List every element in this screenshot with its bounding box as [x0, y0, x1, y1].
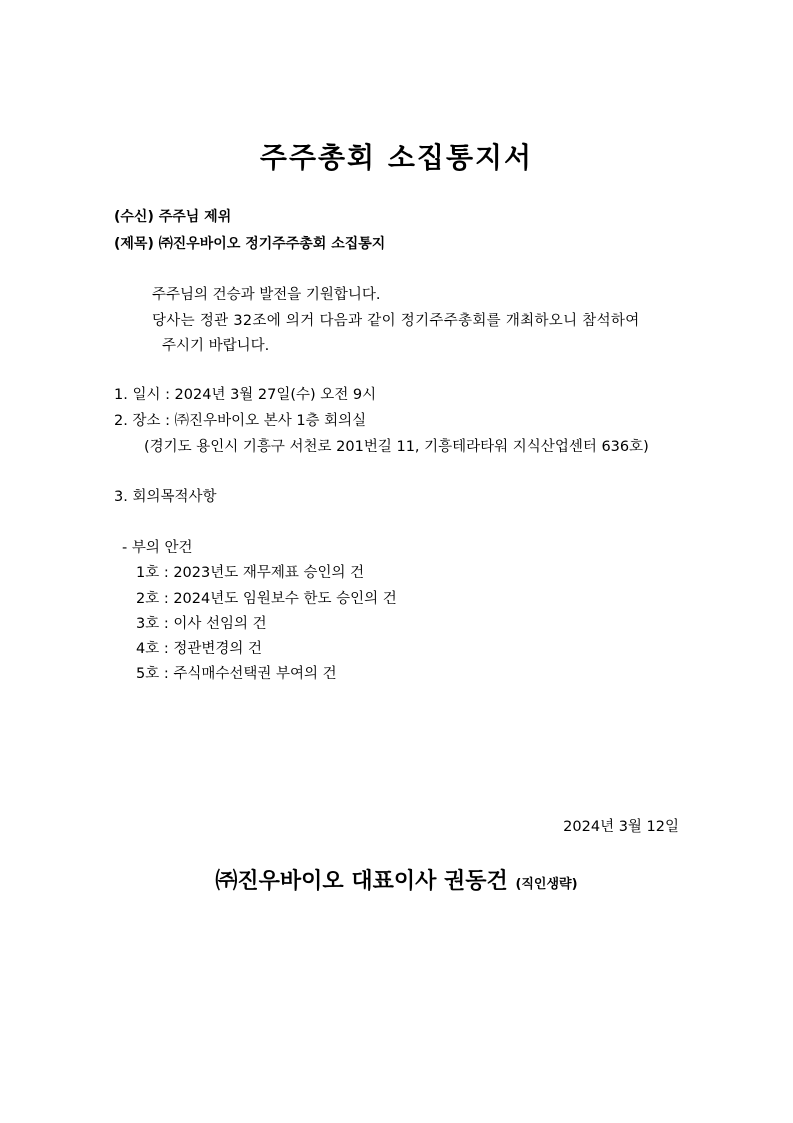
greeting-line-3: 주시기 바랍니다.	[162, 338, 270, 354]
agenda-item: 3호 : 이사 선임의 건	[136, 616, 267, 632]
document-title: 주주총회 소집통지서	[259, 141, 534, 174]
recipient-line: (수신) 주주님 제위	[114, 209, 232, 225]
agenda-item: 1호 : 2023년도 재무제표 승인의 건	[136, 565, 365, 581]
greeting-line-2: 당사는 정관 32조에 의거 다음과 같이 정기주주총회를 개최하오니 참석하여	[152, 313, 640, 329]
agenda-item: 2호 : 2024년도 임원보수 한도 승인의 건	[136, 591, 397, 607]
greeting-line-1: 주주님의 건승과 발전을 기원합니다.	[152, 287, 381, 303]
notice-date: 2024년 3월 12일	[563, 819, 679, 835]
venue-address: (경기도 용인시 기흥구 서천로 201번길 11, 기흥테라타워 지식산업센터 636호)	[144, 439, 649, 455]
meeting-venue: 2. 장소 : ㈜진우바이오 본사 1층 회의실	[114, 413, 367, 429]
company-representative: ㈜진우바이오 대표이사 권동건	[215, 869, 508, 894]
meeting-datetime: 1. 일시 : 2024년 3월 27일(수) 오전 9시	[114, 387, 377, 403]
signature-block	[0, 864, 793, 895]
subject-line: (제목) ㈜진우바이오 정기주주총회 소집통지	[114, 236, 386, 252]
purpose-heading: 3. 회의목적사항	[114, 489, 217, 505]
seal-omitted-note: (직인생략)	[515, 877, 578, 892]
agenda-item: 4호 : 정관변경의 건	[136, 641, 262, 657]
agenda-heading: - 부의 안건	[122, 540, 193, 556]
agenda-item: 5호 : 주식매수선택권 부여의 건	[136, 666, 337, 682]
